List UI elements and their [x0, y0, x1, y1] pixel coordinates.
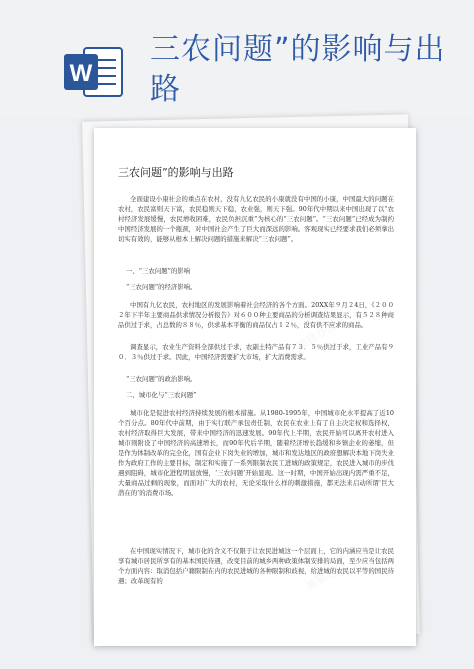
watermark: 熊猫办公: [293, 319, 339, 354]
subheading-economic: “三农问题”的经济影响。: [126, 283, 197, 291]
watermark: 熊猫办公: [153, 449, 199, 484]
document-page: [94, 128, 416, 646]
word-icon-letter: W: [69, 60, 93, 87]
section-heading-2: 二、城市化与“三农问题”: [126, 391, 197, 399]
word-icon: [62, 44, 124, 100]
paragraph-reality: 在中国现实情况下，城市化的含义不仅限于让农民进城这一个层面上，它的内涵应当是让农民享有城市居民所享有的基本国民待遇，改变目前的城乡两种政策体制安排的局面，至少应当包括两个方面内容：取消包括户籍限制在内的农民进城的各种限制和歧视，给进城的农民以平等的国民待遇；改革现有的: [118, 547, 394, 585]
header-banner: [0, 0, 474, 118]
document-title: 三农问题”的影响与出路: [118, 166, 234, 179]
paragraph-intro: 全面建设小康社会的重点在农村，没有九亿农民的小康就没有中国的小康，中国最大的问题在农村，农民富则天下富，农民稳则天下稳，农业强，则天下强。90年代中期以来中国出现了以“农村经济发展缓慢，农民增收困难，农民负担沉重”为核心的“三农问题”。“三农问题”已经成为制约中国经济发展的一个瓶颈，对中国社会产生了巨大而深远的影响。客观现实已经要求我们必须拿出切实有效的，能够从根本上解决问题的措施来解决“三农问题”。: [118, 195, 394, 243]
paragraph-survey: 调查显示，农业生产资料全部供过于求，农副土特产品有７３．５％供过于求，工业产品有９０．３％供过于求。因此，中国经济需要扩大市场，扩大消费需求。: [118, 343, 394, 361]
watermark: 熊猫办公: [303, 559, 349, 594]
watermark: 熊猫办公: [133, 209, 179, 244]
subheading-political: “三农问题”的政治影响。: [126, 375, 197, 383]
paragraph-urbanization: 城市化是促进农村经济持续发展的根本措施。从1980-1995年，中国城市化水平提高了近10个百分点。80年代中前期，由于实行联产承包责任制，农民在农业上有了自主决定权和选择权，农村经济取得巨大发展，带来中国经济的迅速发展。90年代上半期，农民开始可以离开农村进入城市則附设了中国经济的高速增长，而90年代后半期，随着经济增长趋缓和乡镇企业的萎缩，但是作为体制改革的完全化，国有企业下岗失业的增加，城市和发达地区的政府想解决本地下岗失业作为政府工作的主要目标，制定和实施了一系列限制农民工进城的政策规定，农民进入城市的步伐遇到阻碍，城市化进程明显放慢，‘三农问题’开始显现。这一时期，中国开始出现内需严重不足，大量商品过剩的现象，而面对广大的农村，无论采取什么样的刺激措施，都无法来启动所谓‘巨大潜在的’的消费市场。: [118, 409, 394, 497]
paragraph-economic: 中国有九亿农民，农村地区的发展影响着社会经济的各个方面。20XX年９月２4日，《２００２年下半年主要商品供求情况分析报告》对６００种主要商品的分析调查结果显示，有５２８种商品供过于求，占总数的８８％，供求基本平衡的商品仅占１２％，没有供不应求的商品。: [118, 301, 394, 329]
section-heading-1: 一、“三农问题”的影响: [126, 267, 191, 275]
page-title: 三农问题”的影响与出路: [150, 32, 446, 107]
